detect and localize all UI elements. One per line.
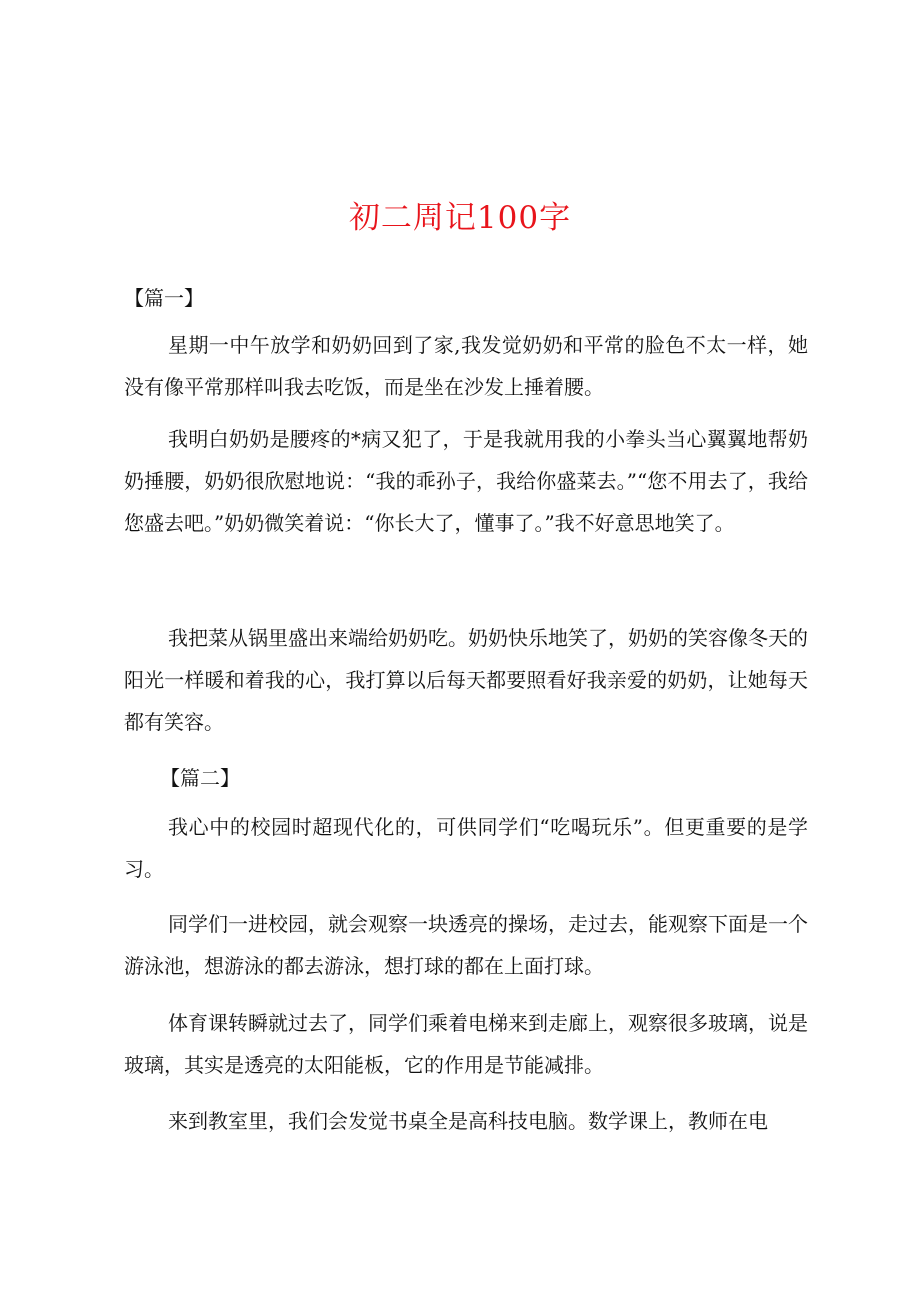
paragraph-2-1: 我心中的校园时超现代化的，可供同学们“吃喝玩乐”。但更重要的是学习。 — [124, 815, 808, 881]
paragraph-1-3: 我把菜从锅里盛出来端给奶奶吃。奶奶快乐地笑了，奶奶的笑容像冬天的阳光一样暖和着我的心，我打算以后每天都要照看好我亲爱的奶奶，让她每天都有笑容。 — [124, 626, 808, 734]
section-label-1: 【篇一】 — [124, 286, 204, 310]
document-title: 初二周记100字 — [348, 200, 572, 236]
section-label-2: 【篇二】 — [160, 766, 240, 790]
paragraph-1-2: 我明白奶奶是腰疼的*病又犯了，于是我就用我的小拳头当心翼翼地帮奶奶捶腰，奶奶很欣慰地说：“我的乖孙子，我给你盛菜去。”“您不用去了，我给您盛去吧。”奶奶微笑着说：“你长大了，懂事了。”我不好意思地笑了。 — [124, 427, 808, 535]
paragraph-2-4: 来到教室里，我们会发觉书桌全是高科技电脑。数学课上，教师在电 — [168, 1109, 768, 1133]
paragraph-2-3: 体育课转瞬就过去了，同学们乘着电梯来到走廊上，观察很多玻璃，说是玻璃，其实是透亮的太阳能板，它的作用是节能减排。 — [124, 1011, 808, 1077]
paragraph-1-1: 星期一中午放学和奶奶回到了家,我发觉奶奶和平常的脸色不太一样，她没有像平常那样叫我去吃饭，而是坐在沙发上捶着腰。 — [124, 333, 808, 399]
paragraph-2-2: 同学们一进校园，就会观察一块透亮的操场，走过去，能观察下面是一个游泳池，想游泳的都去游泳，想打球的都在上面打球。 — [124, 912, 808, 978]
